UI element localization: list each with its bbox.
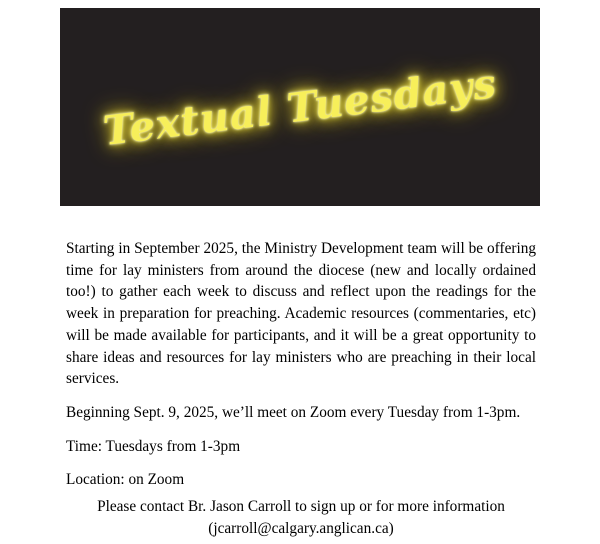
paragraph-intro: Starting in September 2025, the Ministry Development team will be offering time for lay ministers from around the diocese (new and locally ordained too!) to gather each week to discuss and reflect upon the readings for the week in preparation for preaching. Academic resources (commentaries, etc) will be made available for participants, and it will be a great opportunity to share ideas and resources for lay ministers who are preaching in their local services. [66,240,536,388]
paragraph-time: Time: Tuesdays from 1-3pm [66,437,241,455]
contact-email: (jcarroll@calgary.anglican.ca) [208,519,394,537]
contact-block [66,496,536,539]
banner-title: Textual Tuesdays [100,59,500,155]
body-copy [66,238,536,503]
contact-instruction: Please contact Br. Jason Carroll to sign up or for more information [97,498,505,515]
banner-image [60,8,540,206]
paragraph-schedule: Beginning Sept. 9, 2025, we’ll meet on Zoom every Tuesday from 1-3pm. [66,404,521,422]
paragraph-location: Location: on Zoom [66,471,185,489]
